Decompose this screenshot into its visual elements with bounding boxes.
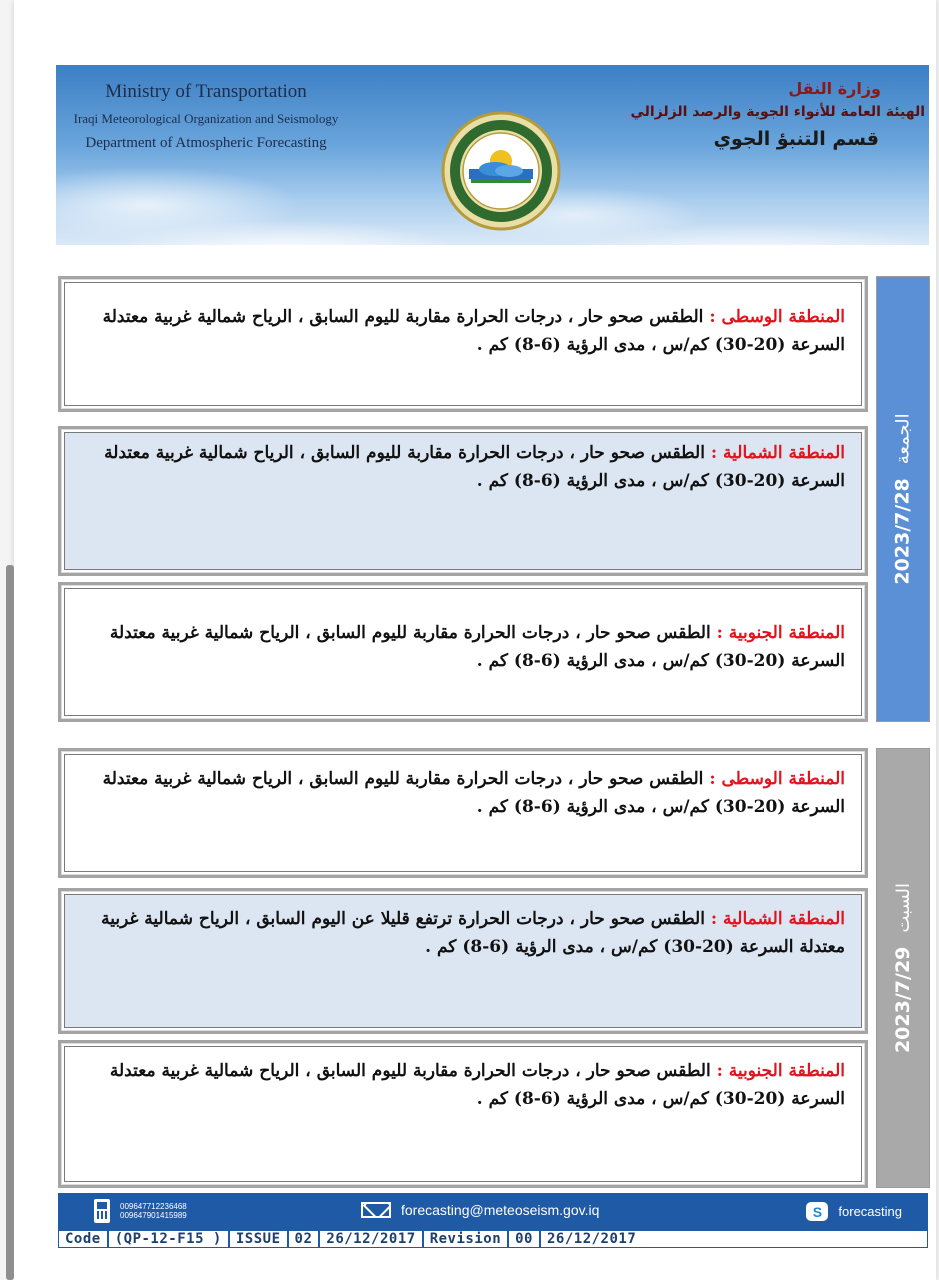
forecast-day [58, 748, 930, 1188]
date-label: 2023/7/29 [892, 946, 915, 1054]
department-name-ar: قسم التنبؤ الجوي [713, 128, 879, 150]
region-name: المنطقة الوسطى : [709, 307, 845, 327]
region-forecast-text: الطقس صحو حار ، درجات الحرارة مقاربة لليوم السابق ، الرياح شمالية غربية معتدلة السرعة (20-30) كم/س ، مدى الرؤية (6-8) كم . [109, 1061, 845, 1109]
region-forecast-text: الطقس صحو حار ، درجات الحرارة مقاربة لليوم السابق ، الرياح شمالية غربية معتدلة السرعة (20-30) كم/س ، مدى الرؤية (6-8) كم . [109, 623, 845, 671]
phone-contact [94, 1199, 187, 1223]
phone-icon [94, 1199, 110, 1223]
region-forecast-text: الطقس صحو حار ، درجات الحرارة مقاربة لليوم السابق ، الرياح شمالية غربية معتدلة السرعة (20-30) كم/س ، مدى الرؤية (6-8) كم . [104, 443, 845, 491]
skype-name[interactable]: forecasting [838, 1204, 902, 1219]
scrollbar[interactable] [6, 565, 14, 1280]
region-north [58, 426, 868, 576]
phone-number: 009647901415989 [120, 1211, 187, 1220]
forecast-page [14, 0, 936, 1280]
revision-date: 26/12/2017 [546, 1231, 637, 1247]
issue-date: 26/12/2017 [320, 1231, 423, 1247]
ministry-name-en: Ministry of Transportation [105, 81, 307, 102]
code-value: (QP-12-F15 ) [109, 1231, 230, 1247]
revision-label: Revision [424, 1231, 509, 1247]
region-forecast-text: الطقس صحو حار ، درجات الحرارة مقاربة لليوم السابق ، الرياح شمالية غربية معتدلة السرعة (20-30) كم/س ، مدى الرؤية (6-8) كم . [102, 307, 845, 355]
organization-seal-icon [441, 111, 561, 231]
region-south [58, 1040, 868, 1188]
region-name: المنطقة الشمالية : [710, 909, 845, 929]
region-name: المنطقة الوسطى : [709, 769, 845, 789]
region-forecast-text: الطقس صحو حار ، درجات الحرارة ترتفع قليلا عن اليوم السابق ، الرياح شمالية غربية معتدلة السرعة (20-30) كم/س ، مدى الرؤية (6-8) كم . [101, 909, 845, 957]
region-central [58, 276, 868, 412]
skype-contact[interactable] [806, 1202, 902, 1221]
document-footer [58, 1193, 928, 1248]
date-bar [876, 276, 930, 722]
day-name-label: السبت [892, 882, 914, 933]
email-address[interactable]: forecasting@meteoseism.gov.iq [401, 1202, 600, 1218]
department-name-en: Department of Atmospheric Forecasting [85, 135, 327, 151]
region-central [58, 748, 868, 878]
contact-bar [58, 1193, 928, 1230]
organization-name-en: Iraqi Meteorological Organization and Seismology [73, 111, 339, 126]
region-south [58, 582, 868, 722]
email-contact[interactable] [361, 1202, 599, 1218]
region-name: المنطقة الجنوبية : [716, 623, 845, 643]
code-label: Code [59, 1231, 109, 1247]
date-label: 2023/7/28 [892, 478, 914, 585]
day-name-label: الجمعة [892, 413, 914, 465]
mail-icon [361, 1202, 391, 1218]
ministry-name-ar: وزارة النقل [788, 79, 881, 98]
issue-value: 02 [289, 1231, 321, 1247]
date-bar [876, 748, 930, 1188]
organization-name-ar: الهيئة العامة للأنواء الجوية والرصد الزلزالي [630, 104, 925, 120]
header-arabic [630, 79, 925, 150]
region-name: المنطقة الشمالية : [710, 443, 845, 463]
region-north [58, 888, 868, 1034]
forecast-day [58, 276, 930, 722]
issue-label: ISSUE [230, 1231, 289, 1247]
header-banner [56, 65, 929, 245]
region-name: المنطقة الجنوبية : [716, 1061, 845, 1081]
phone-number: 009647712236468 [120, 1202, 187, 1211]
document-control-strip [58, 1230, 928, 1248]
revision-value: 00 [509, 1231, 541, 1247]
header-english [56, 81, 356, 152]
skype-icon: S [806, 1202, 828, 1221]
region-forecast-text: الطقس صحو حار ، درجات الحرارة مقاربة لليوم السابق ، الرياح شمالية غربية معتدلة السرعة (20-30) كم/س ، مدى الرؤية (6-8) كم . [102, 769, 845, 817]
